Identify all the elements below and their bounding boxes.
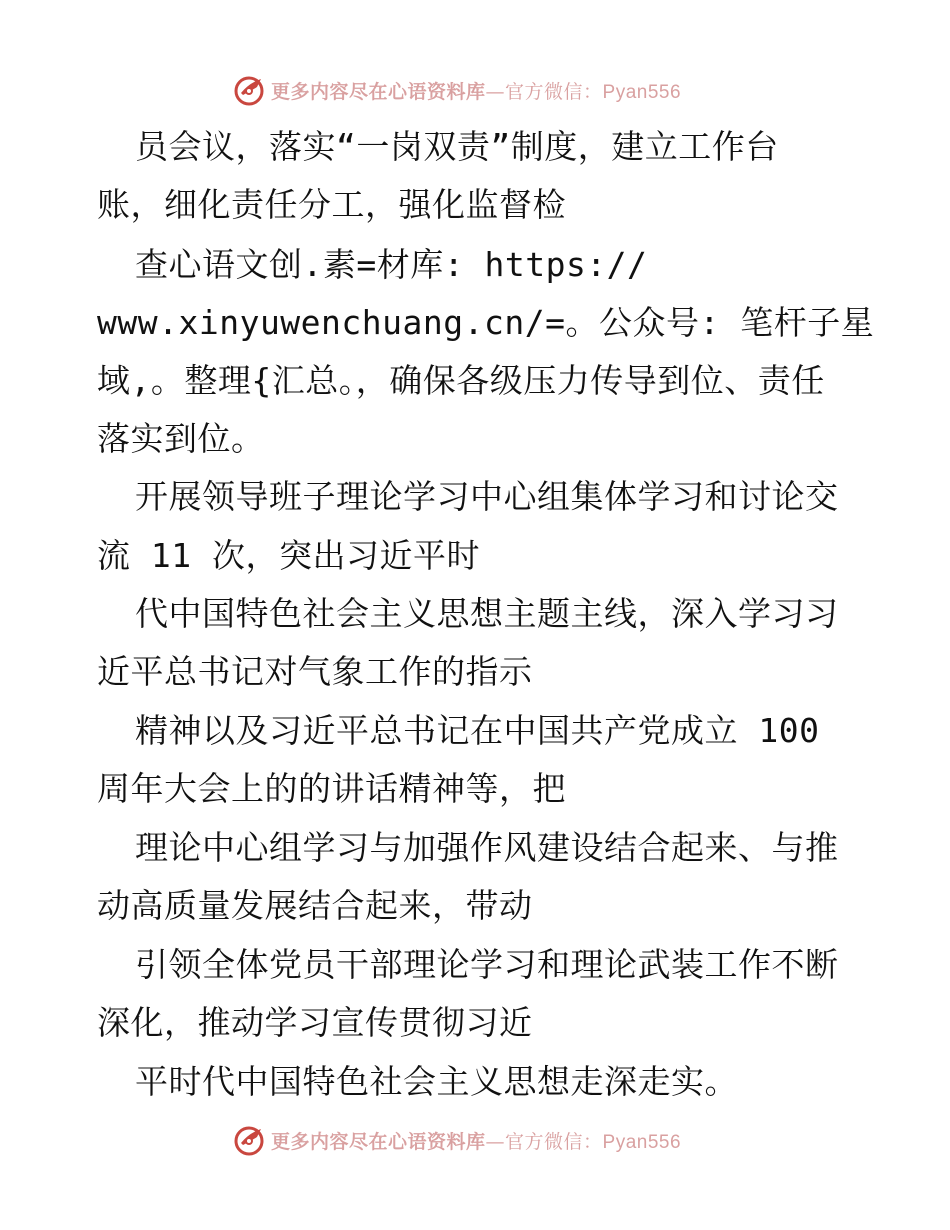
banner-dash: —	[485, 1130, 506, 1153]
text-line: 平时代中国特色社会主义思想走深走实。	[135, 1062, 738, 1101]
header-banner	[233, 72, 713, 108]
text-line: 近平总书记对气象工作的指示	[97, 652, 533, 691]
text-line: www.xinyuwenchuang.cn/=。公众号: 笔杆子星	[97, 303, 875, 342]
text-line: 账，细化责任分工，强化监督检	[97, 185, 566, 224]
banner-dash: —	[485, 80, 506, 103]
banner-text	[271, 77, 681, 104]
banner-lead: 更多内容尽在心语资料库	[271, 80, 486, 103]
text-line: 落实到位。	[97, 419, 265, 458]
banner-text	[271, 1127, 681, 1154]
text-line: 员会议，落实“一岗双责”制度，建立工作台	[135, 127, 779, 166]
text-line: 代中国特色社会主义思想主题主线，深入学习习	[135, 594, 839, 633]
text-line: 精神以及习近平总书记在中国共产党成立 100	[135, 711, 820, 750]
text-line: 域,。整理{汇总。，确保各级压力传导到位、责任	[97, 361, 825, 400]
banner-wechat-label: 官方微信：	[505, 80, 603, 103]
text-line: 动高质量发展结合起来，带动	[97, 886, 533, 925]
text-line: 深化，推动学习宣传贯彻习近	[97, 1003, 533, 1042]
banner-wechat-label: 官方微信：	[505, 1130, 603, 1153]
text-line: 理论中心组学习与加强作风建设结合起来、与推	[135, 828, 839, 867]
banner-lead: 更多内容尽在心语资料库	[271, 1130, 486, 1153]
pen-logo-icon	[233, 1123, 267, 1157]
text-line: 开展领导班子理论学习中心组集体学习和讨论交	[135, 477, 839, 516]
footer-banner	[233, 1122, 713, 1158]
pen-logo-icon	[233, 73, 267, 107]
text-line: 周年大会上的的讲话精神等，把	[97, 769, 566, 808]
text-line: 查心语文创.素=材库: https://	[135, 245, 648, 284]
banner-wechat-id: Pyan556	[602, 81, 682, 103]
text-line: 引领全体党员干部理论学习和理论武装工作不断	[135, 945, 839, 984]
text-line: 流 11 次，突出习近平时	[97, 536, 480, 575]
banner-wechat-id: Pyan556	[602, 1131, 682, 1153]
